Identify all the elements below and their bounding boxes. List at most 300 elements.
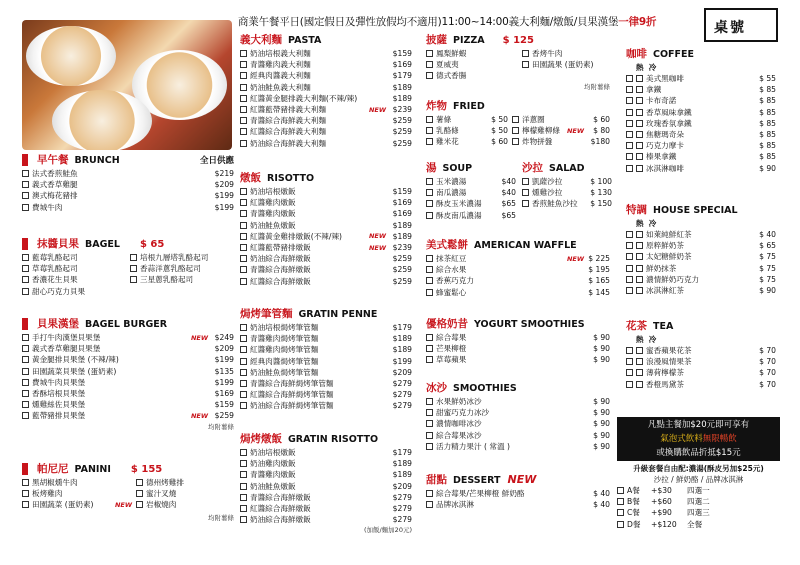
menu-item-price: $ 90 — [593, 355, 610, 365]
checkbox[interactable] — [636, 253, 643, 260]
menu-item-name: 岩椒燒肉 — [146, 500, 177, 510]
menu-item-price: $180 — [590, 137, 610, 147]
menu-item — [626, 151, 776, 162]
checkbox[interactable] — [240, 128, 247, 135]
menu-item — [22, 274, 126, 285]
upgrade-n: D餐 — [627, 519, 641, 529]
checkbox[interactable] — [22, 276, 29, 283]
menu-item — [626, 251, 776, 262]
checkbox[interactable] — [626, 120, 633, 127]
checkbox[interactable] — [426, 398, 433, 405]
upgrade-n: A餐 — [627, 486, 640, 496]
menu-item — [240, 242, 412, 253]
checkbox[interactable] — [240, 324, 247, 331]
menu-item — [240, 378, 412, 389]
menu-item — [130, 263, 234, 274]
checkbox[interactable] — [626, 231, 633, 238]
menu-item — [426, 275, 610, 286]
menu-item-price: $199 — [214, 191, 234, 201]
checkbox[interactable] — [22, 501, 29, 508]
checkbox[interactable] — [426, 61, 433, 68]
menu-item-name: 抹茶紅豆 — [436, 254, 467, 264]
menu-item-price: $ 85 — [759, 118, 776, 128]
menu-item-name: 培根九層塔乳酪起司 — [140, 253, 209, 263]
menu-item — [522, 59, 610, 70]
menu-item-price: $169 — [214, 389, 234, 399]
new-badge: NEW — [114, 500, 132, 509]
checkbox[interactable] — [426, 72, 433, 79]
checkbox[interactable] — [636, 165, 643, 172]
checkbox[interactable] — [626, 265, 633, 272]
new-badge: NEW — [566, 126, 584, 135]
checkbox[interactable] — [240, 72, 247, 79]
tea-section: 花茶 TEA 熱 冷 蜜香蘋果花茶 $ 70 浪漫風情果茶 $ 70 薄荷檸檬茶 $ 70 香橙馬黛茶 $ 70 — [626, 320, 776, 389]
menu-item-price: $ 145 — [588, 287, 610, 297]
checkbox[interactable] — [240, 449, 247, 456]
upgrade-row — [617, 519, 780, 530]
menu-item-name: 田園蔬菜貝果堡 (蛋奶素) — [32, 366, 117, 376]
checkbox[interactable] — [240, 140, 247, 147]
menu-item — [22, 499, 132, 510]
menu-item-price: $279 — [392, 390, 412, 400]
menu-item-price: $ 90 — [593, 397, 610, 407]
menu-item-name: 奶油培根義大利麵 — [250, 49, 311, 59]
checkbox[interactable] — [636, 369, 643, 376]
checkbox[interactable] — [512, 138, 519, 145]
checkbox[interactable] — [22, 356, 29, 363]
checkbox[interactable] — [22, 379, 29, 386]
menu-item-name: 紅醬綜合海鮮義大利麵 — [250, 127, 326, 137]
checkbox[interactable] — [426, 200, 433, 207]
checkbox[interactable] — [522, 178, 529, 185]
menu-item — [240, 104, 412, 115]
checkbox[interactable] — [22, 479, 29, 486]
new-badge: NEW — [368, 243, 386, 252]
checkbox[interactable] — [636, 86, 643, 93]
menu-item — [240, 469, 412, 480]
menu-item-name: 義式香草雞腿 — [32, 180, 78, 190]
checkbox[interactable] — [130, 276, 137, 283]
checkbox[interactable] — [617, 487, 624, 494]
checkbox[interactable] — [626, 131, 633, 138]
menu-item — [240, 322, 412, 333]
menu-item-price: $169 — [392, 60, 412, 70]
checkbox[interactable] — [636, 142, 643, 149]
checkbox[interactable] — [240, 335, 247, 342]
menu-item-price: $ 75 — [759, 252, 776, 262]
menu-item-price: $ 70 — [759, 346, 776, 356]
menu-item-name: 水果鮮奶冰沙 — [436, 397, 482, 407]
menu-item-price: $259 — [392, 127, 412, 137]
checkbox[interactable] — [426, 289, 433, 296]
checkbox[interactable] — [636, 231, 643, 238]
checkbox[interactable] — [240, 483, 247, 490]
menu-item-name: 活力精力果汁 ( 常溫 ) — [436, 441, 510, 451]
checkbox[interactable] — [626, 75, 633, 82]
checkbox[interactable] — [22, 192, 29, 199]
checkbox[interactable] — [636, 242, 643, 249]
checkbox[interactable] — [22, 334, 29, 341]
menu-item-price: $40 — [501, 188, 516, 198]
checkbox[interactable] — [136, 501, 143, 508]
checkbox[interactable] — [240, 516, 247, 523]
checkbox[interactable] — [240, 494, 247, 501]
menu-item-price: $199 — [214, 202, 234, 212]
menu-item-name: 田園蔬菜 (蛋奶素) — [32, 500, 94, 510]
menu-item-name: 奶油鮭魚義大利麵 — [250, 82, 311, 92]
checkbox[interactable] — [136, 479, 143, 486]
checkbox[interactable] — [240, 460, 247, 467]
menu-item-price: $259 — [392, 265, 412, 275]
checkbox[interactable] — [22, 368, 29, 375]
checkbox[interactable] — [636, 97, 643, 104]
menu-item-price: $ 85 — [759, 85, 776, 95]
checkbox[interactable] — [22, 412, 29, 419]
checkbox[interactable] — [426, 501, 433, 508]
checkbox[interactable] — [426, 420, 433, 427]
pizza-section: 披薩 PIZZA $ 125 鳳梨鮮蝦 夏威夷 德式香腸 香烤牛肉 田園蔬果 (蛋奶素) 均附薯條 — [426, 34, 610, 91]
checkbox[interactable] — [426, 277, 433, 284]
checkbox[interactable] — [626, 242, 633, 249]
checkbox[interactable] — [426, 356, 433, 363]
menu-item-name: 蜜汁叉燒 — [146, 489, 177, 499]
menu-item-name: 南瓜濃湯 — [436, 188, 467, 198]
upgrade-d: 全餐 — [687, 519, 703, 529]
menu-item-price: $219 — [214, 169, 234, 179]
menu-item — [240, 344, 412, 355]
upgrade-set-box: 升級套餐自由配:濃湯(酥皮另加$25元) 沙拉 / 鮮奶酪 / 品牌冰淇淋 A餐 +$30 四選一 B餐 +$60 四選二 C餐 +$90 四選三 D餐 +$120 全餐 — [617, 463, 780, 530]
menu-item-name: 原粹鮮奶茶 — [646, 241, 684, 251]
menu-item-price: $179 — [392, 448, 412, 458]
checkbox[interactable] — [240, 380, 247, 387]
menu-item — [626, 379, 776, 390]
checkbox[interactable] — [636, 120, 643, 127]
menu-item — [22, 343, 234, 354]
menu-item-name: 濃情咖啡冰沙 — [436, 419, 482, 429]
menu-item — [240, 48, 412, 59]
menu-item-name: 香蕉巧克力 — [436, 276, 474, 286]
checkbox[interactable] — [240, 471, 247, 478]
checkbox[interactable] — [240, 369, 247, 376]
menu-item-name: 奶油培根燉飯 — [250, 187, 296, 197]
menu-item — [426, 253, 610, 264]
menu-item-name: 巧克力摩卡 — [646, 141, 684, 151]
menu-item — [512, 125, 610, 136]
checkbox[interactable] — [22, 401, 29, 408]
checkbox[interactable] — [240, 244, 247, 251]
checkbox[interactable] — [426, 138, 433, 145]
menu-item-price: $ 85 — [759, 130, 776, 140]
checkbox[interactable] — [240, 402, 247, 409]
menu-item-name: 浪漫風情果茶 — [646, 357, 692, 367]
menu-item — [240, 492, 412, 503]
menu-item — [240, 253, 412, 264]
menu-item-price: $259 — [214, 411, 234, 421]
checkbox[interactable] — [512, 116, 519, 123]
menu-item-price: $209 — [214, 180, 234, 190]
checkbox[interactable] — [240, 95, 247, 102]
menu-item — [240, 400, 412, 411]
checkbox[interactable] — [617, 498, 624, 505]
menu-item — [22, 477, 132, 488]
checkbox[interactable] — [512, 127, 519, 134]
checkbox[interactable] — [626, 276, 633, 283]
checkbox[interactable] — [240, 106, 247, 113]
checkbox[interactable] — [240, 188, 247, 195]
menu-item-name: 香蒜洋蔥乳酪起司 — [140, 264, 201, 274]
menu-item — [426, 430, 610, 441]
menu-item-name: 奶油培根焗烤筆管麵 — [250, 323, 319, 333]
menu-item — [240, 333, 412, 344]
menu-item-name: 乳酪條 — [436, 126, 459, 136]
menu-item-price: $189 — [392, 93, 412, 103]
bagel-burger-section: 貝果漢堡 BAGEL BURGER 手打牛肉漢堡貝果堡 NEW $249 義式香草雞腿貝果堡 $209 黃金腿排貝果堡 (不辣/辣) $199 田園蔬菜貝果堡 (蛋奶素) $135 費城牛肉貝果堡 $199 香酥培根貝果堡 $169 燻雞絲佐貝果堡 $159 藍帶豬排貝果堡 NEW $259 均附薯條 — [22, 316, 234, 432]
menu-item-name: 德州烤雞排 — [146, 478, 184, 488]
checkbox[interactable] — [426, 255, 433, 262]
menu-item — [426, 499, 610, 510]
menu-item-price: $135 — [214, 366, 234, 376]
menu-item-name: 手打牛肉漢堡貝果堡 — [32, 333, 101, 343]
checkbox[interactable] — [22, 254, 29, 261]
checkbox[interactable] — [136, 490, 143, 497]
salad-section: 沙拉 SALAD 凱薩沙拉 $ 100 燻雞沙拉 $ 130 香煎鮭魚沙拉 $ 150 — [522, 162, 612, 209]
menu-item-price: $ 70 — [759, 357, 776, 367]
menu-item-name: 芒果柳橙 — [436, 344, 467, 354]
checkbox[interactable] — [626, 253, 633, 260]
checkbox[interactable] — [426, 116, 433, 123]
checkbox[interactable] — [617, 521, 624, 528]
checkbox[interactable] — [636, 347, 643, 354]
menu-item-name: 燻雞絲佐貝果堡 — [32, 400, 86, 410]
menu-item-name: 德式香腸 — [436, 71, 467, 81]
menu-item — [626, 263, 776, 274]
menu-item-name: 奶油雞肉燉飯 — [250, 459, 296, 469]
menu-item — [22, 399, 234, 410]
checkbox[interactable] — [22, 204, 29, 211]
checkbox[interactable] — [626, 142, 633, 149]
checkbox[interactable] — [426, 266, 433, 273]
checkbox[interactable] — [426, 50, 433, 57]
checkbox[interactable] — [130, 265, 137, 272]
checkbox[interactable] — [240, 117, 247, 124]
menu-item-name: 奶油鮭魚燉飯 — [250, 481, 296, 491]
checkbox[interactable] — [626, 165, 633, 172]
menu-item-name: 三星蔥乳酪起司 — [140, 275, 194, 285]
menu-item-name: 奶油綜合海鮮燉飯 — [250, 515, 311, 525]
checkbox[interactable] — [626, 287, 633, 294]
checkbox[interactable] — [240, 233, 247, 240]
checkbox[interactable] — [522, 61, 529, 68]
checkbox[interactable] — [240, 505, 247, 512]
menu-item — [22, 388, 234, 399]
menu-item-name: 經典肉醬義大利麵 — [250, 71, 311, 81]
checkbox[interactable] — [426, 127, 433, 134]
menu-item-name: 凱薩沙拉 — [532, 177, 563, 187]
menu-item — [522, 187, 612, 198]
checkbox[interactable] — [626, 97, 633, 104]
menu-item-name: 板烤雞肉 — [32, 489, 63, 499]
menu-item-price: $249 — [214, 333, 234, 343]
checkbox[interactable] — [426, 443, 433, 450]
checkbox[interactable] — [22, 170, 29, 177]
menu-item-name: 玫瑰香氛拿鐵 — [646, 118, 692, 128]
menu-item-name: 紅醬黃金雞排燉飯(不辣/辣) — [250, 231, 343, 241]
checkbox[interactable] — [22, 490, 29, 497]
checkbox[interactable] — [617, 509, 624, 516]
checkbox[interactable] — [240, 199, 247, 206]
checkbox[interactable] — [426, 189, 433, 196]
gratin-risotto-section: 焗烤燉飯 GRATIN RISOTTO 奶油培根燉飯 $179 奶油雞肉燉飯 $189 青醬雞肉燉飯 $189 奶油鮭魚燉飯 $209 青醬綜合海鮮燉飯 $279 紅醬綜合海鮮燉飯 $279 奶油綜合海鮮燉飯 $279 (加飯/麵加20元) — [240, 433, 412, 535]
menu-item-price: $239 — [392, 105, 412, 115]
checkbox[interactable] — [240, 391, 247, 398]
menu-item-name: 義式香草雞腿貝果堡 — [32, 344, 101, 354]
checkbox[interactable] — [240, 266, 247, 273]
upgrade-d: 四選三 — [687, 508, 710, 518]
menu-item-name: 青醬綜合海鮮燉飯 — [250, 492, 311, 502]
menu-item-name: 如萊純鮮紅茶 — [646, 230, 692, 240]
menu-item-price: $179 — [392, 323, 412, 333]
menu-item-price: $279 — [392, 401, 412, 411]
menu-item-price: $ 90 — [593, 333, 610, 343]
checkbox[interactable] — [626, 358, 633, 365]
menu-item-price: $ 90 — [593, 419, 610, 429]
menu-item — [240, 447, 412, 458]
menu-item-price: $ 90 — [593, 344, 610, 354]
checkbox[interactable] — [522, 200, 529, 207]
menu-item-price: $ 165 — [588, 276, 610, 286]
menu-item — [426, 332, 610, 343]
checkbox[interactable] — [636, 265, 643, 272]
checkbox[interactable] — [240, 358, 247, 365]
menu-item-name: 青醬雞肉燉飯 — [250, 470, 296, 480]
checkbox[interactable] — [130, 254, 137, 261]
menu-item-price: $ 50 — [491, 115, 508, 125]
menu-item-name: 酥皮玉米濃湯 — [436, 199, 482, 209]
menu-item-price: $159 — [214, 400, 234, 410]
menu-item — [426, 176, 516, 187]
menu-item — [240, 82, 412, 93]
checkbox[interactable] — [626, 86, 633, 93]
checkbox[interactable] — [626, 369, 633, 376]
checkbox[interactable] — [240, 50, 247, 57]
checkbox[interactable] — [636, 358, 643, 365]
menu-item-price: $189 — [392, 82, 412, 92]
menu-item-name: 紅醬藍帶豬排義大利麵 — [250, 105, 326, 115]
menu-item-name: 紅醬綜合海鮮燉飯 — [250, 276, 311, 286]
checkbox[interactable] — [426, 334, 433, 341]
upgrade-d: 四選一 — [687, 486, 710, 496]
checkbox[interactable] — [636, 276, 643, 283]
menu-item — [240, 115, 412, 126]
checkbox[interactable] — [626, 381, 633, 388]
checkbox[interactable] — [22, 390, 29, 397]
checkbox[interactable] — [22, 265, 29, 272]
menu-item-name: 田園蔬果 (蛋奶素) — [532, 60, 594, 70]
checkbox[interactable] — [240, 61, 247, 68]
menu-item-name: 青醬雞肉焗烤筆管麵 — [250, 334, 319, 344]
menu-item-name: 奶油鮭魚焗烤筆管麵 — [250, 367, 319, 377]
menu-item-name: 炸物拼盤 — [522, 137, 553, 147]
menu-item-price: $ 75 — [759, 274, 776, 284]
checkbox[interactable] — [522, 50, 529, 57]
menu-item-name: 香濃花生貝果 — [32, 275, 78, 285]
menu-item — [240, 220, 412, 231]
menu-item-price: $179 — [392, 71, 412, 81]
checkbox[interactable] — [240, 278, 247, 285]
menu-item-name: 藍莓乳酪起司 — [32, 253, 78, 263]
menu-item-price: $ 150 — [590, 199, 612, 209]
checkbox[interactable] — [240, 346, 247, 353]
checkbox[interactable] — [636, 109, 643, 116]
checkbox[interactable] — [240, 222, 247, 229]
checkbox[interactable] — [426, 409, 433, 416]
checkbox[interactable] — [626, 153, 633, 160]
checkbox[interactable] — [426, 432, 433, 439]
checkbox[interactable] — [22, 181, 29, 188]
menu-item-name: 焦糖瑪奇朵 — [646, 130, 684, 140]
checkbox[interactable] — [240, 210, 247, 217]
checkbox[interactable] — [426, 490, 433, 497]
menu-item — [240, 514, 412, 525]
menu-item-name: 紅醬黃金腿排義大利麵(不辣/辣) — [250, 93, 358, 103]
checkbox[interactable] — [426, 178, 433, 185]
checkbox[interactable] — [636, 287, 643, 294]
checkbox[interactable] — [626, 109, 633, 116]
checkbox[interactable] — [22, 345, 29, 352]
menu-item-name: 青醬雞肉義大利麵 — [250, 60, 311, 70]
menu-item-price: $ 85 — [759, 107, 776, 117]
lunch-banner: 商業午餐平日(國定假日及彈性放假均不適用)11:00~14:00義大利麵/燉飯/貝果漢堡一律9折 — [238, 16, 657, 28]
menu-item-name: 燻雞沙拉 — [532, 188, 563, 198]
menu-item-name: 草莓蘋果 — [436, 355, 467, 365]
menu-item — [240, 264, 412, 275]
menu-item-price: $65 — [501, 210, 516, 220]
checkbox[interactable] — [240, 84, 247, 91]
menu-item — [626, 345, 776, 356]
menu-item-name: 冰淇淋紅茶 — [646, 286, 684, 296]
checkbox[interactable] — [522, 189, 529, 196]
menu-item-price: $189 — [392, 220, 412, 230]
menu-item — [626, 140, 776, 151]
checkbox[interactable] — [22, 288, 29, 295]
checkbox[interactable] — [426, 212, 433, 219]
checkbox[interactable] — [626, 347, 633, 354]
menu-item — [240, 389, 412, 400]
menu-item — [426, 198, 516, 209]
checkbox[interactable] — [636, 381, 643, 388]
checkbox[interactable] — [636, 153, 643, 160]
menu-item — [426, 287, 610, 298]
pasta-section: 義大利麵 PASTA 奶油培根義大利麵 $159 青醬雞肉義大利麵 $169 經典肉醬義大利麵 $179 奶油鮭魚義大利麵 $189 紅醬黃金腿排義大利麵(不辣/辣) $189 紅醬藍帶豬排義大利麵 NEW $239 青醬綜合海鮮義大利麵 $259 紅醬綜合海鮮義大利麵 $259 奶油綜合海鮮義大利麵 $259 — [240, 34, 412, 148]
menu-item-price: $199 — [392, 356, 412, 366]
menu-item-name: 奶油培根燉飯 — [250, 448, 296, 458]
menu-item-name: 奶油綜合海鮮燉飯 — [250, 254, 311, 264]
menu-item — [626, 367, 776, 378]
menu-item — [22, 168, 234, 179]
menu-item-price: $169 — [392, 209, 412, 219]
checkbox[interactable] — [636, 75, 643, 82]
checkbox[interactable] — [240, 255, 247, 262]
menu-item-price: $259 — [392, 254, 412, 264]
menu-item-name: 榛果拿鐵 — [646, 152, 677, 162]
menu-item-price: $209 — [392, 367, 412, 377]
menu-item-name: 濃情鮮奶巧克力 — [646, 274, 700, 284]
panini-section: 帕尼尼 PANINI $ 155 黑胡椒燻牛肉 板烤雞肉 田園蔬菜 (蛋奶素) NEW 德州烤雞排 蜜汁叉燒 岩椒燒肉 均附薯條 — [22, 461, 234, 523]
checkbox[interactable] — [426, 345, 433, 352]
menu-item — [626, 285, 776, 296]
waffle-section: 美式鬆餅 AMERICAN WAFFLE 抹茶紅豆 NEW $ 225 綜合水果 $ 195 香蕉巧克力 $ 165 蜂蜜鬆心 $ 145 — [426, 239, 610, 297]
checkbox[interactable] — [636, 131, 643, 138]
